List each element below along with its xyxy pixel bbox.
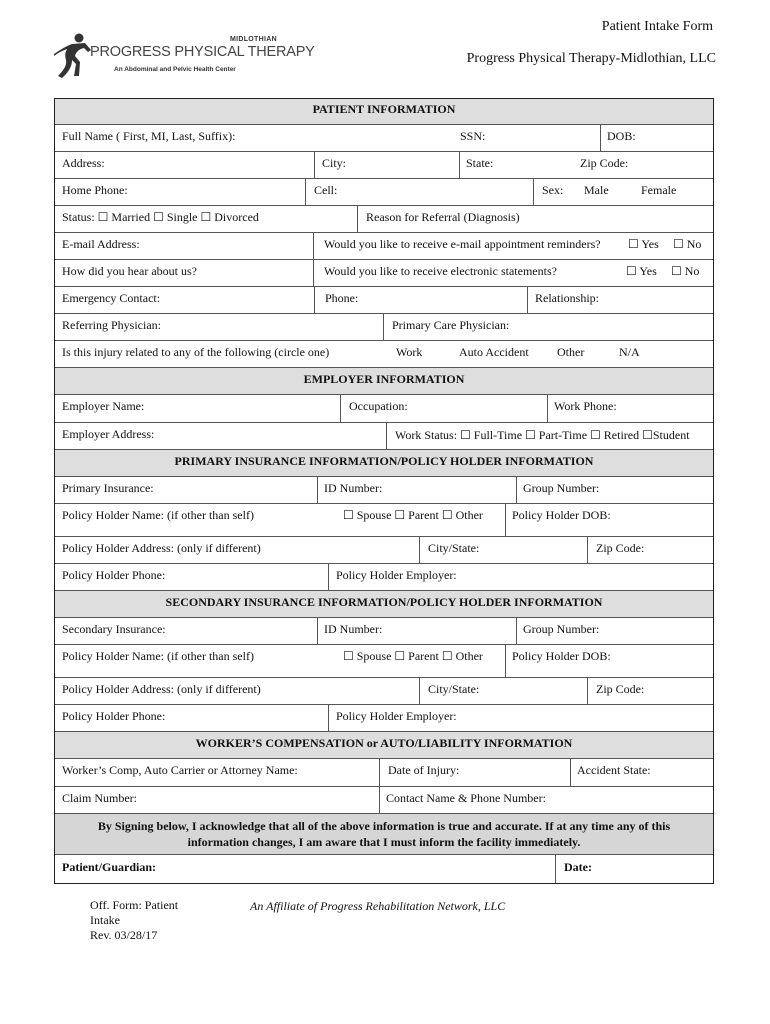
row-employer-address — [55, 422, 713, 449]
logo-tagline: An Abdominal and Pelvic Health Center — [114, 66, 236, 73]
row-primary-holder-name — [55, 503, 713, 536]
employer-name-field[interactable]: Employer Name: — [62, 399, 145, 413]
injury-question: Is this injury related to any of the following (circle one) — [62, 345, 330, 359]
electronic-statements-question: Would you like to receive electronic statements? ☐ Yes ☐ No — [313, 260, 713, 286]
primary-holder-dob-field[interactable]: Policy Holder DOB: — [505, 504, 713, 536]
row-secondary-insurance — [55, 617, 713, 644]
injury-option-other[interactable]: Other — [557, 345, 585, 359]
emergency-phone-field[interactable]: Phone: — [314, 287, 527, 313]
primary-care-physician-field[interactable]: Primary Care Physician: — [383, 314, 713, 340]
secondary-holder-relation-checkboxes[interactable]: ☐ Spouse ☐ Parent ☐ Other — [343, 649, 483, 663]
form-title: Patient Intake Form — [601, 19, 713, 34]
dob-field[interactable]: DOB: — [600, 125, 713, 151]
secondary-holder-dob-field[interactable]: Policy Holder DOB: — [505, 645, 713, 677]
referring-physician-field[interactable]: Referring Physician: — [62, 318, 161, 332]
row-injury-related — [55, 340, 713, 367]
primary-holder-phone-field[interactable]: Policy Holder Phone: — [62, 568, 166, 582]
primary-id-number-field[interactable]: ID Number: — [317, 477, 516, 503]
contact-name-phone-field[interactable]: Contact Name & Phone Number: — [379, 787, 713, 813]
patient-guardian-signature-field[interactable]: Patient/Guardian: — [62, 860, 157, 874]
email-field[interactable]: E-mail Address: — [62, 237, 140, 251]
city-field[interactable]: City: — [314, 152, 459, 178]
row-referral-source — [55, 259, 713, 286]
acknowledgement-line-1: By Signing below, I acknowledge that all of the above information is true and accurate. If at any time any of this — [97, 819, 671, 833]
injury-option-work[interactable]: Work — [396, 345, 423, 359]
signature-date-field[interactable]: Date: — [555, 855, 713, 883]
intake-form-table — [54, 98, 714, 884]
sex-field[interactable]: Sex: Male Female — [533, 179, 713, 205]
company-name: Progress Physical Therapy-Midlothian, LLC — [466, 51, 716, 66]
marital-status-field[interactable]: Status: ☐ Married ☐ Single ☐ Divorced — [62, 210, 259, 224]
relationship-field[interactable]: Relationship: — [527, 287, 713, 313]
secondary-zip-field[interactable]: Zip Code: — [587, 678, 713, 704]
affiliate-note: An Affiliate of Progress Rehabilitation Network, LLC — [250, 899, 506, 913]
row-primary-insurance — [55, 476, 713, 503]
email-reminders-no-checkbox[interactable]: ☐ No — [673, 237, 702, 251]
primary-insurance-field[interactable]: Primary Insurance: — [62, 481, 154, 495]
home-phone-field[interactable]: Home Phone: — [62, 183, 128, 197]
primary-holder-relation-checkboxes[interactable]: ☐ Spouse ☐ Parent ☐ Other — [343, 508, 483, 522]
secondary-holder-phone-field[interactable]: Policy Holder Phone: — [62, 709, 166, 723]
accident-state-field[interactable]: Accident State: — [570, 759, 713, 786]
secondary-insurance-field[interactable]: Secondary Insurance: — [62, 622, 166, 636]
ssn-field[interactable]: SSN: — [460, 129, 486, 143]
row-address — [55, 151, 713, 178]
zip-field[interactable]: Zip Code: — [580, 156, 629, 170]
row-email — [55, 232, 713, 259]
row-claim-number — [55, 786, 713, 813]
section-header-employer: EMPLOYER INFORMATION — [55, 367, 713, 394]
row-full-name — [55, 124, 713, 151]
hear-about-us-field[interactable]: How did you hear about us? — [62, 264, 197, 278]
section-header-workers-comp: WORKER’S COMPENSATION or AUTO/LIABILITY INFORMATION — [55, 731, 713, 758]
sex-option-male[interactable]: Male — [584, 183, 609, 197]
revision-date: Rev. 03/28/17 — [90, 928, 158, 942]
primary-zip-field[interactable]: Zip Code: — [587, 537, 713, 563]
injury-option-auto-accident[interactable]: Auto Accident — [459, 345, 529, 359]
row-status — [55, 205, 713, 232]
row-physicians — [55, 313, 713, 340]
date-of-injury-field[interactable]: Date of Injury: — [379, 759, 570, 786]
runner-logo-icon — [52, 32, 92, 80]
secondary-holder-address-field[interactable]: Policy Holder Address: (only if different) — [62, 682, 261, 696]
cell-phone-field[interactable]: Cell: — [305, 179, 533, 205]
row-secondary-holder-name — [55, 644, 713, 677]
primary-city-state-field[interactable]: City/State: — [419, 537, 587, 563]
row-signature — [55, 854, 713, 883]
acknowledgement-line-2: information changes, I am aware that I must inform the facility immediately. — [187, 835, 581, 849]
form-reference-line-2: Intake — [90, 913, 120, 927]
row-emergency — [55, 286, 713, 313]
full-name-field[interactable]: Full Name ( First, MI, Last, Suffix): SSN: — [62, 129, 486, 143]
address-field[interactable]: Address: — [62, 156, 105, 170]
primary-holder-address-field[interactable]: Policy Holder Address: (only if different) — [62, 541, 261, 555]
secondary-holder-name-field[interactable]: Policy Holder Name: (if other than self) ☐ Spouse ☐ Parent ☐ Other — [62, 649, 483, 663]
row-secondary-holder-address — [55, 677, 713, 704]
row-primary-holder-address — [55, 536, 713, 563]
company-logo — [52, 30, 315, 84]
sex-option-female[interactable]: Female — [641, 183, 677, 197]
carrier-attorney-field[interactable]: Worker’s Comp, Auto Carrier or Attorney Name: — [62, 763, 298, 777]
claim-number-field[interactable]: Claim Number: — [62, 791, 137, 805]
logo-location: MIDLOTHIAN — [230, 36, 277, 43]
secondary-holder-employer-field[interactable]: Policy Holder Employer: — [328, 705, 713, 731]
row-primary-holder-phone — [55, 563, 713, 590]
email-reminders-yes-checkbox[interactable]: ☐ Yes — [628, 237, 659, 251]
section-header-patient: PATIENT INFORMATION — [55, 99, 713, 124]
row-secondary-holder-phone — [55, 704, 713, 731]
secondary-city-state-field[interactable]: City/State: — [419, 678, 587, 704]
work-status-field[interactable]: Work Status: ☐ Full-Time ☐ Part-Time ☐ Retired ☐Student — [386, 423, 713, 449]
employer-address-field[interactable]: Employer Address: — [62, 427, 155, 441]
row-employer-name — [55, 394, 713, 422]
secondary-group-number-field[interactable]: Group Number: — [516, 618, 713, 644]
statements-no-checkbox[interactable]: ☐ No — [671, 264, 700, 278]
form-reference-line-1: Off. Form: Patient — [90, 898, 179, 912]
injury-option-na[interactable]: N/A — [619, 345, 640, 359]
form-reference — [90, 898, 178, 943]
row-workers-comp-carrier — [55, 758, 713, 786]
primary-holder-name-field[interactable]: Policy Holder Name: (if other than self) ☐ Spouse ☐ Parent ☐ Other — [62, 508, 483, 522]
occupation-field[interactable]: Occupation: — [340, 395, 547, 422]
section-header-primary-insurance: PRIMARY INSURANCE INFORMATION/POLICY HOLDER INFORMATION — [55, 449, 713, 476]
email-reminders-question: Would you like to receive e-mail appointment reminders? ☐ Yes ☐ No — [313, 233, 713, 259]
referral-reason-field[interactable]: Reason for Referral (Diagnosis) — [357, 206, 713, 232]
row-phone — [55, 178, 713, 205]
section-header-secondary-insurance: SECONDARY INSURANCE INFORMATION/POLICY HOLDER INFORMATION — [55, 590, 713, 617]
primary-group-number-field[interactable]: Group Number: — [516, 477, 713, 503]
primary-holder-employer-field[interactable]: Policy Holder Employer: — [328, 564, 713, 590]
acknowledgement-statement — [55, 813, 713, 854]
logo-brand-name: PROGRESS PHYSICAL THERAPY — [90, 44, 315, 60]
work-phone-field[interactable]: Work Phone: — [547, 395, 713, 422]
state-field[interactable]: State: — [459, 152, 570, 178]
emergency-contact-field[interactable]: Emergency Contact: — [62, 291, 161, 305]
statements-yes-checkbox[interactable]: ☐ Yes — [626, 264, 657, 278]
secondary-id-number-field[interactable]: ID Number: — [317, 618, 516, 644]
